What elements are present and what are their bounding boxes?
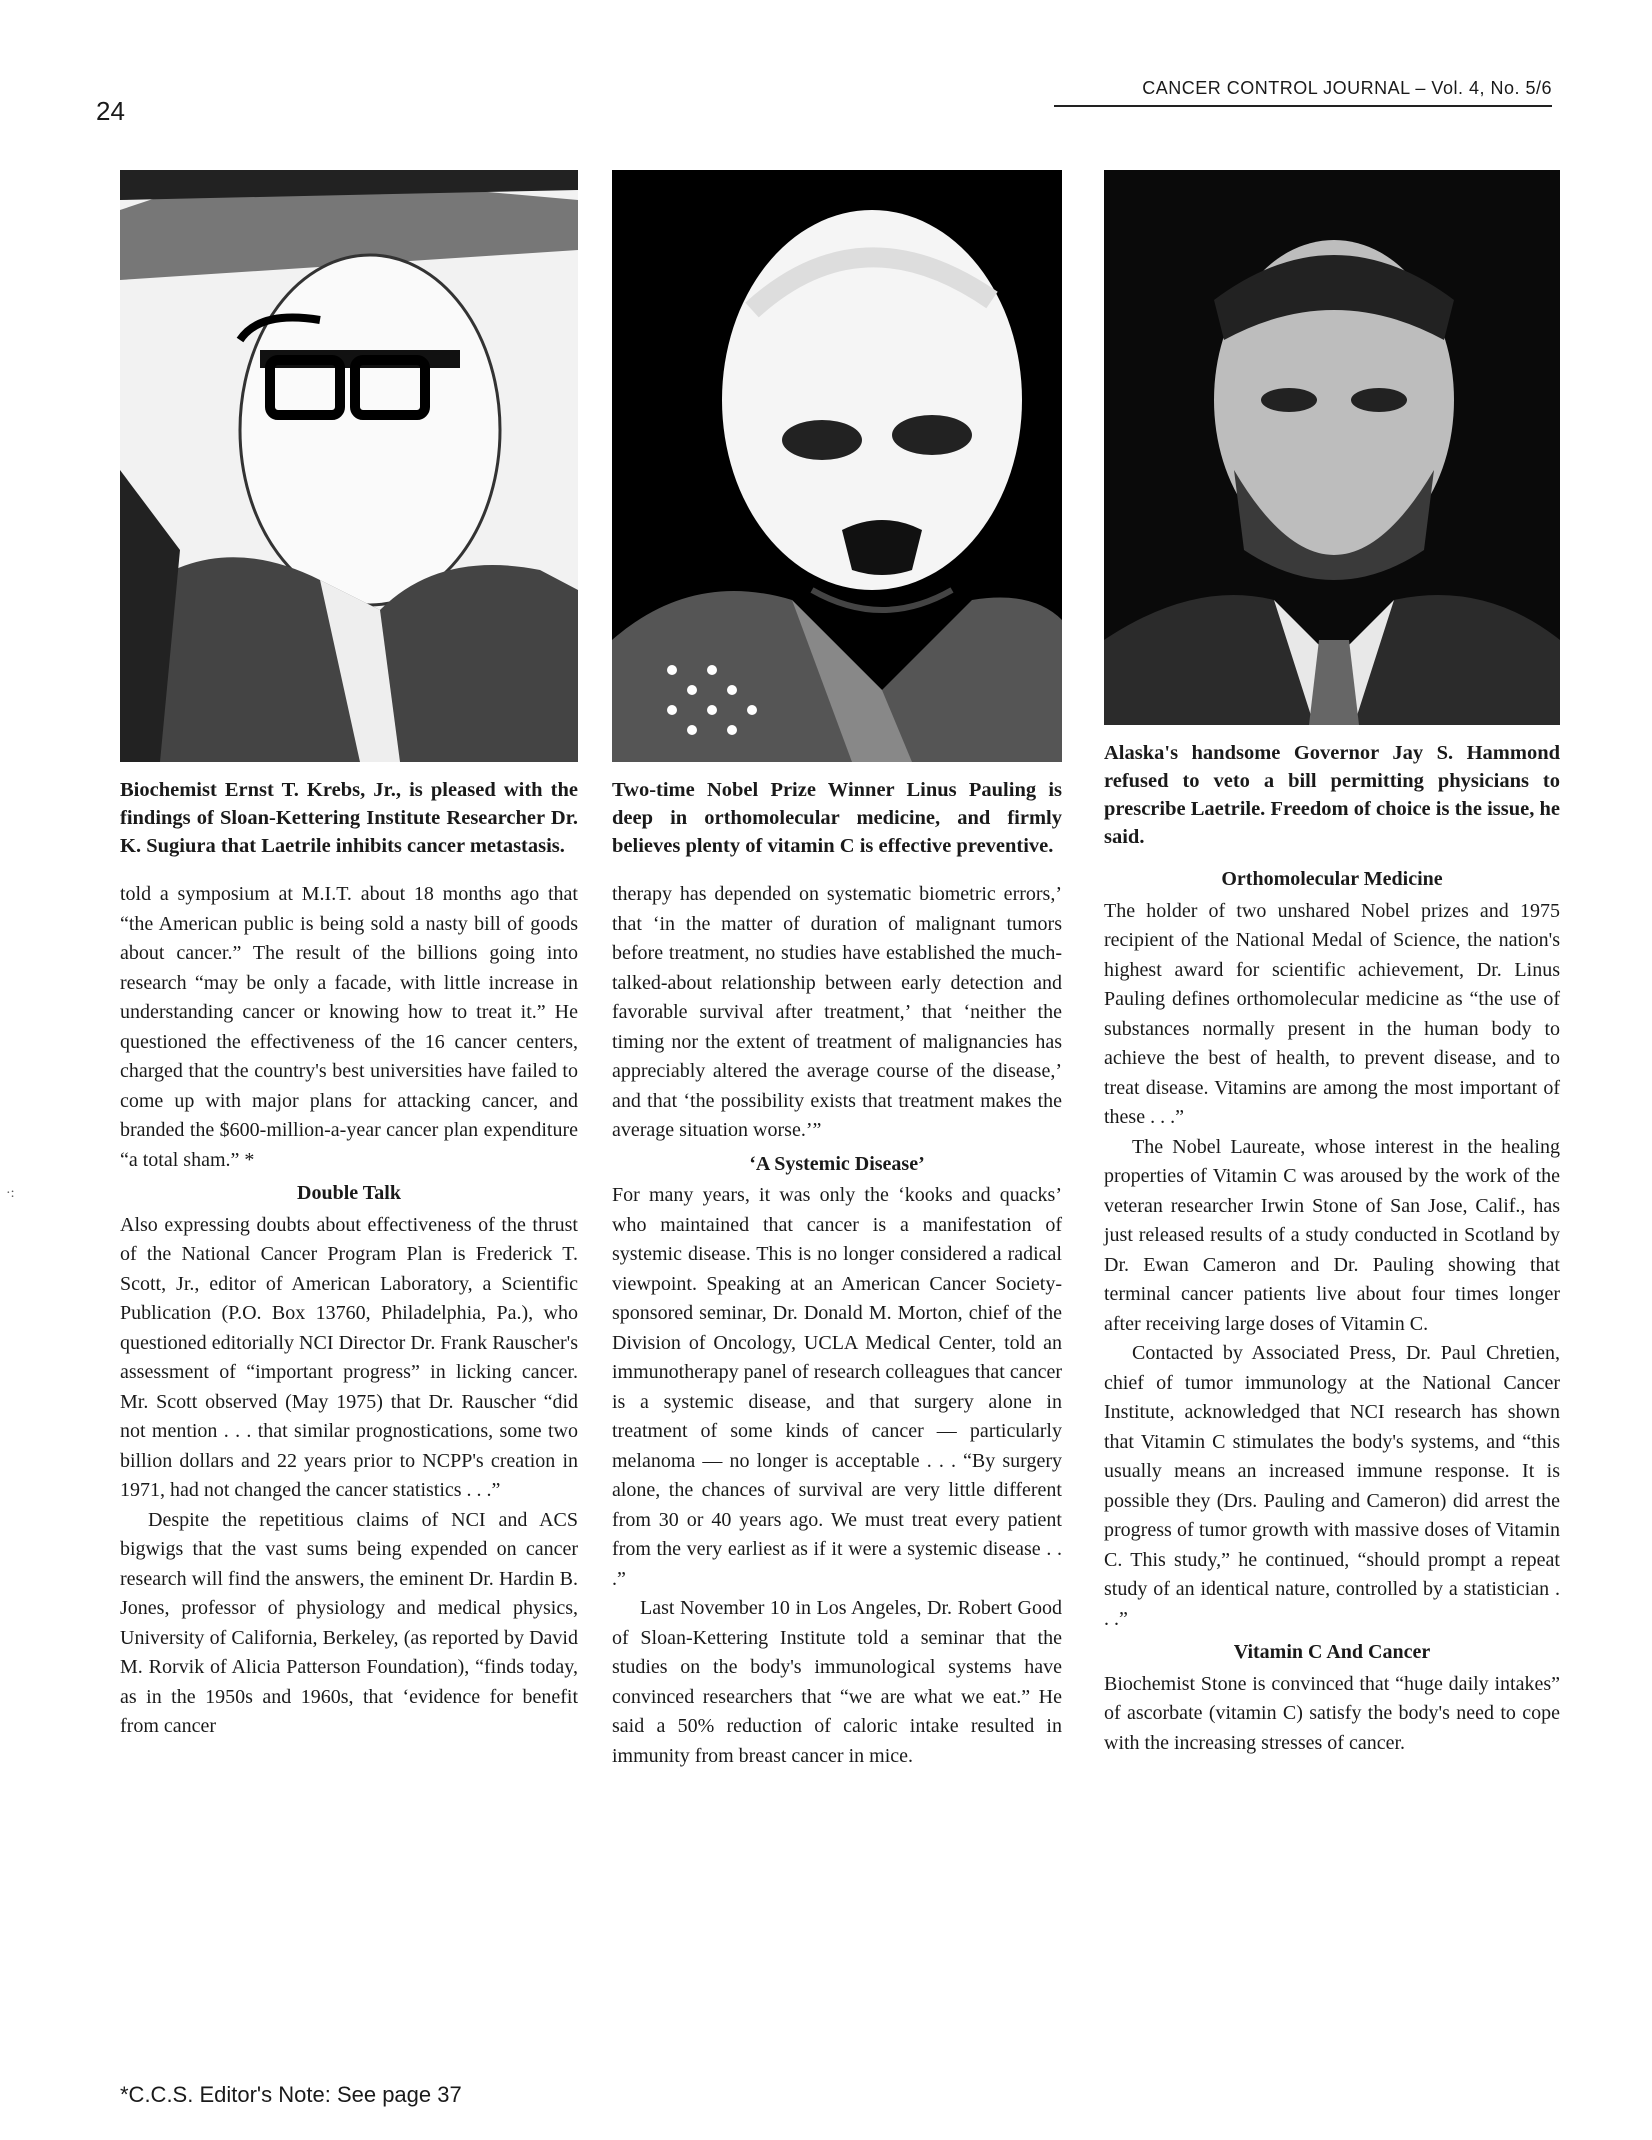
paragraph: Last November 10 in Los Angeles, Dr. Robert Good of Sloan-Kettering Institute told a seminar that the studies on the body's immunological systems have convinced researchers that “we are what we eat.” He said a 50% reduction of caloric intake resulted in immunity from breast cancer in mice. (612, 1597, 1062, 1767)
photo-krebs (120, 170, 578, 762)
photo-pauling (612, 170, 1062, 762)
running-head: CANCER CONTROL JOURNAL – Vol. 4, No. 5/6 (1054, 78, 1552, 107)
paragraph: The Nobel Laureate, whose interest in the healing properties of Vitamin C was aroused by the work of the veteran researcher Irwin Stone of San Jose, Calif., has just released results of a study conducted in Scotland by Dr. Ewan Cameron and Dr. Pauling showing that terminal cancer patients live about four times longer after receiving large doses of Vitamin C. (1104, 1135, 1560, 1335)
paragraph: told a symposium at M.I.T. about 18 months ago that “the American public is being sold a nasty bill of goods about cancer.” The result of the billions going into research “may be only a facade, with little increase in understanding cancer or knowing how to treat it.” He questioned the effectiveness of the 16 cancer centers, charged that the country's best universities have failed to come up with major plans for attacking cancer, and branded the $600-million-a-year cancer plan expenditure “a total sham.” * (120, 883, 578, 1171)
paragraph: Also expressing doubts about effectiveness of the thrust of the National Cancer Program Plan is Frederick T. Scott, Jr., editor of American Laboratory, a Scientific Publication (P.O. Box 13760, Philadelphia, Pa.), who questioned editorially NCI Director Dr. Frank Rauscher's assessment of “important progress” in licking cancer. Mr. Scott observed (May 1975) that Dr. Rauscher “did not mention . . . that similar prognostications, some two billion dollars and 22 years prior to NCPP's creation in 1971, had not changed the cancer statistics . . .” (120, 1213, 578, 1501)
caption-hammond: Alaska's handsome Governor Jay S. Hammond refused to veto a bill permitting physicians to prescribe Laetrile. Freedom of choice is the issue, he said. (1104, 742, 1560, 848)
page-number: 24 (96, 96, 125, 126)
paragraph: Despite the repetitious claims of NCI and ACS bigwigs that the vast sums being expended on cancer research will find the answers, the eminent Dr. Hardin B. Jones, professor of physiology and medical physics, University of California, Berkeley, (as reported by David M. Rorvik of Alicia Patterson Foundation), “finds today, as in the 1950s and 1960s, that ‘evidence for benefit from cancer (120, 1508, 578, 1737)
margin-mark: ·: (6, 1186, 15, 1201)
paragraph: Contacted by Associated Press, Dr. Paul Chretien, chief of tumor immunology at the National Cancer Institute, acknowledged that NCI research has shown that Vitamin C stimulates the body's systems, and “this usually means an increased immune response. It is possible they (Drs. Pauling and Cameron) did arrest the progress of tumor growth with massive doses of Vitamin C. This study,” he continued, “should prompt a repeat study of an identical nature, controlled by a statistician . . .” (1104, 1342, 1560, 1630)
subhead-vitamin-c-and-cancer: Vitamin C And Cancer (1233, 1641, 1431, 1663)
column-1-body (120, 880, 578, 1742)
caption-krebs: Biochemist Ernst T. Krebs, Jr., is pleased with the findings of Sloan-Kettering Institute Researcher Dr. K. Sugiura that Laetrile inhibits cancer metastasis. (120, 779, 578, 857)
subhead-double-talk: Double Talk (297, 1182, 401, 1204)
subhead-orthomolecular-medicine: Orthomolecular Medicine (1221, 868, 1443, 890)
paragraph: For many years, it was only the ‘kooks and quacks’ who maintained that cancer is a manifestation of systemic disease. This is no longer considered a radical viewpoint. Speaking at an American Cancer Society-sponsored seminar, Dr. Donald M. Morton, chief of the Division of Oncology, UCLA Medical Center, told an immunotherapy panel of research colleagues that cancer is a systemic disease, and that surgery alone in treatment of some kinds of cancer — particularly melanoma — no longer is acceptable . . . “By surgery alone, the chances of survival are very little different from 30 or 40 years ago. We must treat every patient from the very earliest as if it were a systemic disease . . .” (612, 1184, 1062, 1590)
column-2 (612, 170, 1062, 1771)
column-3 (1104, 170, 1560, 1758)
photo-hammond (1104, 170, 1560, 725)
caption-pauling: Two-time Nobel Prize Winner Linus Pauling is deep in orthomolecular medicine, and firmly believes plenty of vitamin C is effective preventive. (612, 779, 1062, 857)
footnote: *C.C.S. Editor's Note: See page 37 (120, 2082, 462, 2107)
subhead-systemic-disease: ‘A Systemic Disease’ (749, 1152, 925, 1175)
paragraph: Biochemist Stone is convinced that “huge daily intakes” of ascorbate (vitamin C) satisfy the body's need to cope with the increasing stresses of cancer. (1104, 1672, 1560, 1754)
paragraph: therapy has depended on systematic biometric errors,’ that ‘in the matter of duration of malignant tumors before treatment, no studies have established the much-talked-about relationship between early detection and favorable survival after treatment,’ that ‘neither the timing nor the extent of treatment of malignancies has appreciably altered the average course of the disease,’ and that ‘the possibility exists that treatment makes the average situation worse.’” (612, 883, 1062, 1141)
column-3-body (1104, 865, 1560, 1758)
column-1 (120, 170, 578, 1742)
column-2-body (612, 880, 1062, 1771)
paragraph: The holder of two unshared Nobel prizes and 1975 recipient of the National Medal of Science, the nation's highest award for scientific achievement, Dr. Linus Pauling defines orthomolecular medicine as “the use of substances normally present in the human body to achieve the best of health, to prevent disease, and to treat disease. Vitamins are among the most important of these . . .” (1104, 899, 1560, 1128)
